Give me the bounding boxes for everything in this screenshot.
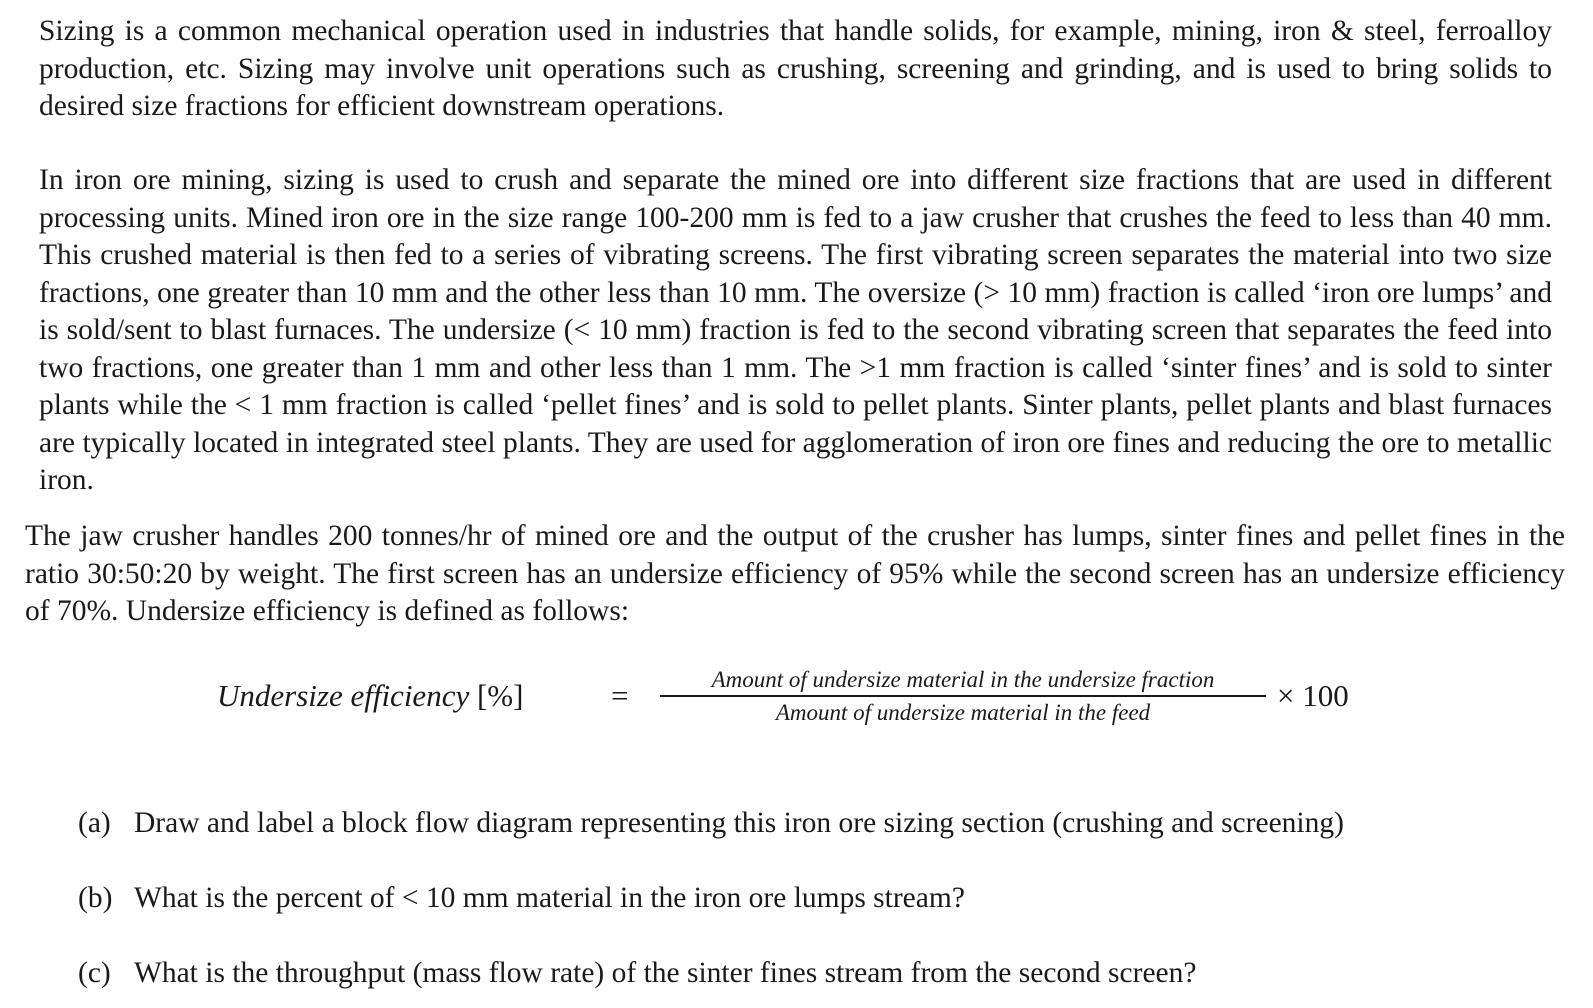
process-description-paragraph: In iron ore mining, sizing is used to crush and separate the mined ore into different size fractions that are used in different processing units. Mined iron ore in the size range 100-200 mm is fed to a jaw crusher that crushes the feed to less than 40 mm. This crushed material is then fed to a series of vibrating screens. The first vibrating screen separates the material into two size fractions, one greater than 10 mm and the other less than 10 mm. The oversize (> 10 mm) fraction is called ‘iron ore lumps’ and is sold/sent to blast furnaces. The undersize (< 10 mm) fraction is fed to the second vibrating screen that separates the feed into two fractions, one greater than 1 mm and other less than 1 mm. The >1 mm fraction is called ‘sinter fines’ and is sold to sinter plants while the < 1 mm fraction is called ‘pellet fines’ and is sold to pellet plants. Sinter plants, pellet plants and blast furnaces are typically located in integrated steel plants. They are used for agglomeration of iron ore fines and reducing the ore to metallic iron. bbox=[39, 164, 1552, 496]
problem-data-paragraph: The jaw crusher handles 200 tonnes/hr of mined ore and the output of the crusher has lumps, sinter fines and pellet fines in the ratio 30:50:20 by weight. The first screen has an undersize efficiency of 95% while the second screen has an undersize efficiency of 70%. Undersize efficiency is defined as follows: bbox=[25, 520, 1565, 627]
question-c bbox=[78, 955, 1196, 992]
equation-lhs bbox=[217, 678, 523, 714]
question-b-text: What is the percent of < 10 mm material in the iron ore lumps stream? bbox=[134, 882, 965, 914]
equation-equals-sign: = bbox=[611, 678, 629, 713]
question-b-label: (b) bbox=[78, 882, 113, 914]
question-c-text: What is the throughput (mass flow rate) of the sinter fines stream from the second screen? bbox=[134, 957, 1197, 989]
equation-multiplier: × 100 bbox=[1277, 678, 1349, 713]
fraction-bar bbox=[660, 695, 1266, 697]
equation-denominator: Amount of undersize material in the feed bbox=[775, 700, 1151, 725]
question-a-text: Draw and label a block flow diagram representing this iron ore sizing section (crushing and screening) bbox=[134, 807, 1344, 839]
equation-lhs-term: Undersize efficiency bbox=[217, 678, 470, 713]
equation-numerator: Amount of undersize material in the undersize fraction bbox=[711, 667, 1215, 692]
question-a bbox=[78, 805, 1344, 842]
question-a-label: (a) bbox=[78, 807, 111, 839]
equation-lhs-unit: [%] bbox=[476, 678, 524, 713]
question-b bbox=[78, 880, 965, 917]
intro-paragraph: Sizing is a common mechanical operation used in industries that handle solids, for example, mining, iron & steel, ferroalloy production, etc. Sizing may involve unit operations such as crushing, screening and grinding, and is used to bring solids to desired size fractions for efficient downstream operations. bbox=[39, 15, 1552, 122]
undersize-efficiency-equation bbox=[217, 664, 1417, 734]
equation-fraction bbox=[660, 666, 1266, 727]
question-c-label: (c) bbox=[78, 957, 111, 989]
